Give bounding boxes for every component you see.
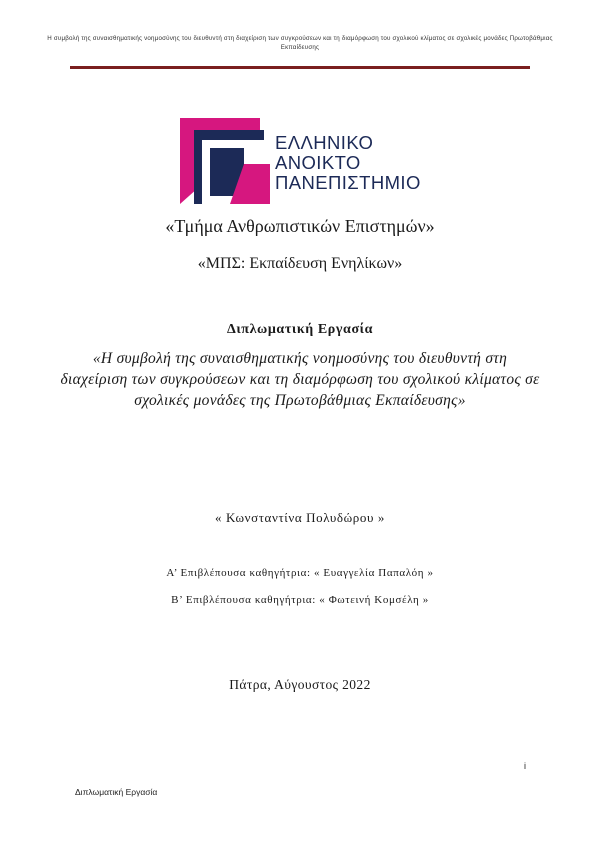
logo-line-3: ΠΑΝΕΠΙΣΤΗΜΙΟ xyxy=(275,172,421,193)
page-number: i xyxy=(524,761,526,771)
running-footer: Διπλωματική Εργασία xyxy=(75,787,158,797)
university-logo xyxy=(180,118,425,204)
header-divider xyxy=(70,66,530,69)
university-logo-mark xyxy=(180,118,270,204)
logo-line-1: ΕΛΛΗΝΙΚΟ xyxy=(275,132,374,153)
supervisor-b: Β’ Επιβλέπουσα καθηγήτρια: « Φωτεινή Κομσέλη » xyxy=(171,594,429,606)
place-and-date: Πάτρα, Αύγουστος 2022 xyxy=(229,677,371,692)
programme-name: «ΜΠΣ: Εκπαίδευση Ενηλίκων» xyxy=(197,255,403,272)
thesis-label: Διπλωματική Εργασία xyxy=(226,322,374,337)
supervisor-a: Α’ Επιβλέπουσα καθηγήτρια: « Ευαγγελία Παπαλόη » xyxy=(166,567,434,579)
university-logo-text xyxy=(275,133,421,193)
logo-line-2: ΑΝΟΙΚΤΟ xyxy=(275,152,361,173)
running-header: Η συμβολή της συναισθηματικής νοημοσύνης του διευθυντή στη διαχείριση των συγκρούσεων και τη διαμόρφωση του σχολικού κλίματος σε σχολικές μονάδες Πρωτοβάθμιας Εκπαίδευσης xyxy=(47,35,553,51)
department-name: «Τμήμα Ανθρωπιστικών Επιστημών» xyxy=(165,216,435,236)
author-name: « Κωνσταντίνα Πολυδώρου » xyxy=(215,510,385,525)
thesis-title: «Η συμβολή της συναισθηματικής νοημοσύνης του διευθυντή στη διαχείριση των συγκρούσεων και τη διαμόρφωση του σχολικού κλίματος σε σχολικές μονάδες της Πρωτοβάθμιας Εκπαίδευσης» xyxy=(60,350,540,409)
